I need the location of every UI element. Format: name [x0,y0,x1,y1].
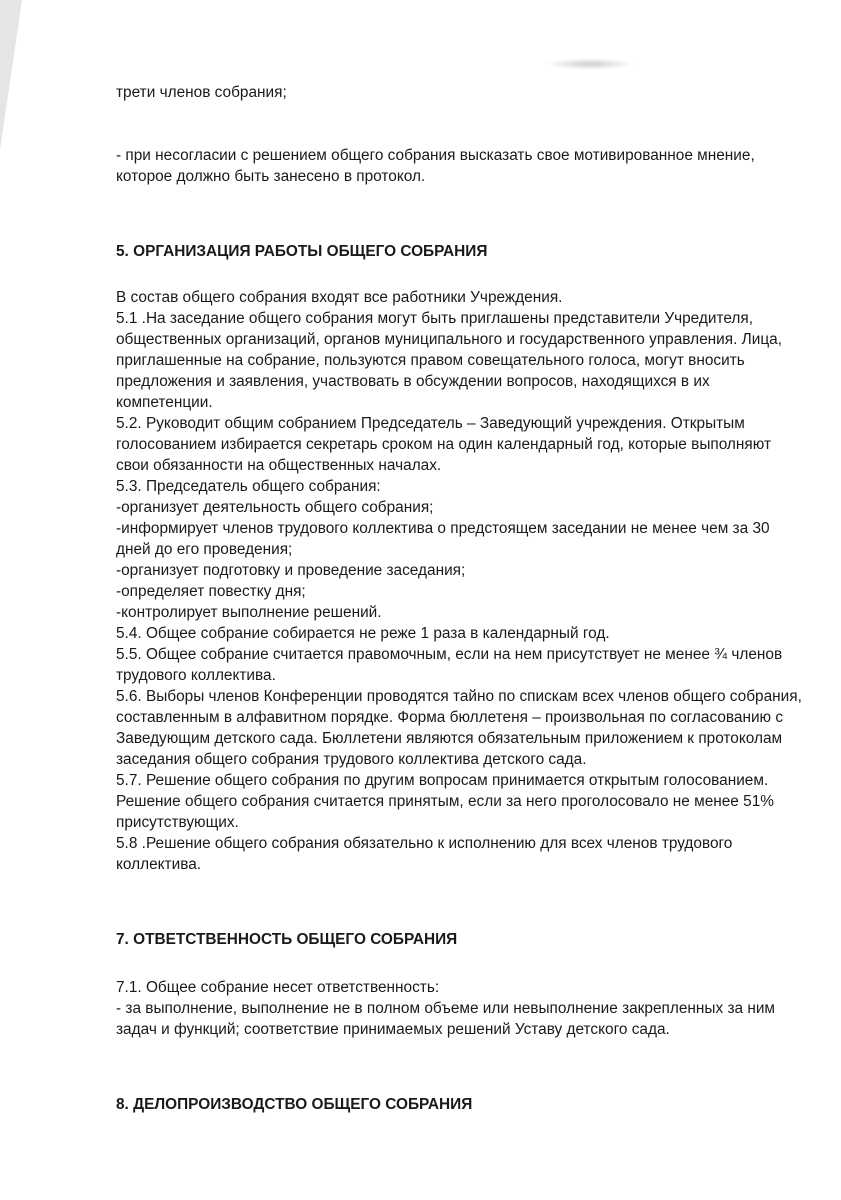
section-7-body [116,977,806,1040]
section-7-paragraph: 7.1. Общее собрание несет ответственность: [116,979,440,996]
section-5-paragraph: -информирует членов трудового коллектива о предстоящем заседании не менее чем за 30 дней до его проведения; [116,520,770,558]
section-5-paragraph: -организует подготовку и проведение заседания; [116,562,466,579]
document-page [116,82,806,1115]
section-5-paragraph: 5.1 .На заседание общего собрания могут быть приглашены представители Учредителя, общественных организаций, органов муниципального и государственного управления. Лица, приглашенные на собрание, пользуются правом совещательного голоса, могут вносить предложения и заявления, участвовать в обсуждении вопросов, находящихся в их компетенции. [116,310,782,411]
intro-item: - при несогласии с решением общего собрания высказать свое мотивированное мнение, которое должно быть занесено в протокол. [116,147,755,185]
section-5-paragraph: 5.6. Выборы членов Конференции проводятся тайно по спискам всех членов общего собрания, составленным в алфавитном порядке. Форма бюллетеня – произвольная по согласованию с Заведующим детского сада. Бюллетени являются обязательным приложением к протоколам заседания общего собрания трудового коллектива детского сада. [116,688,802,768]
intro-line: трети членов собрания; [116,84,287,101]
section-7-title: 7. ОТВЕТСТВЕННОСТЬ ОБЩЕГО СОБРАНИЯ [116,931,458,948]
section-5-paragraph: 5.5. Общее собрание считается правомочным, если на нем присутствует не менее ¾ членов трудового коллектива. [116,646,783,684]
section-5-paragraph: -контролирует выполнение решений. [116,604,382,621]
section-5-paragraph: 5.8 .Решение общего собрания обязательно к исполнению для всех членов трудового коллектива. [116,835,733,873]
section-5-body [116,287,806,875]
section-7-paragraph: - за выполнение, выполнение не в полном объеме или невыполнение закрепленных за ним задач и функций; соответствие принимаемых решений Уставу детского сада. [116,1000,776,1038]
section-8-title: 8. ДЕЛОПРОИЗВОДСТВО ОБЩЕГО СОБРАНИЯ [116,1096,473,1113]
section-5-paragraph: 5.7. Решение общего собрания по другим вопросам принимается открытым голосованием. Решение общего собрания считается принятым, если за него проголосовало не менее 51% присутствующих. [116,772,774,831]
scan-corner-shadow [0,0,22,150]
section-5-title: 5. ОРГАНИЗАЦИЯ РАБОТЫ ОБЩЕГО СОБРАНИЯ [116,243,488,260]
section-5-paragraph: -определяет повестку дня; [116,583,306,600]
section-5-paragraph: 5.2. Руководит общим собранием Председатель – Заведующий учреждения. Открытым голосованием избирается секретарь сроком на один календарный год, которые выполняют свои обязанности на общественных началах. [116,415,772,474]
section-5-paragraph: В состав общего собрания входят все работники Учреждения. [116,289,563,306]
section-5-paragraph: 5.4. Общее собрание собирается не реже 1 раза в календарный год. [116,625,610,642]
section-5-paragraph: -организует деятельность общего собрания; [116,499,434,516]
section-5-paragraph: 5.3. Председатель общего собрания: [116,478,381,495]
scan-smudge [545,58,635,70]
